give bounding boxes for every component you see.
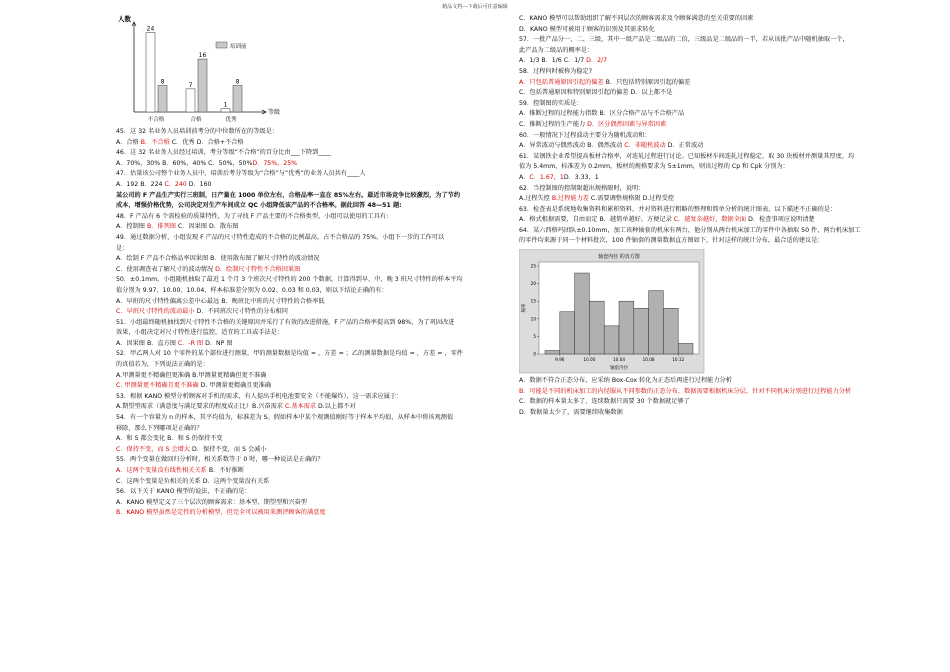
question-line <box>116 265 501 276</box>
histogram-bar <box>604 326 619 354</box>
histogram-chart <box>519 249 904 374</box>
text-segment: B．KANO 模型虽然是定性的分析模型，但完全可以被用来测评顾客的满意度 <box>116 509 326 517</box>
text-segment: D．160 <box>186 180 212 188</box>
question-line <box>519 78 904 89</box>
question-line <box>116 349 501 360</box>
histogram-bar <box>678 344 693 355</box>
text-segment: D．区分偶然因素与异常因素 <box>587 120 667 128</box>
y-tick-label: 0 <box>533 351 536 357</box>
x-tick-label: 9.96 <box>555 357 565 363</box>
category-label: 优秀 <box>225 117 237 123</box>
question-line <box>116 402 501 413</box>
question-line <box>116 191 501 202</box>
bar-value-label: 7 <box>188 81 193 89</box>
histogram-bar <box>663 308 678 354</box>
text-segment: D.以上都不对 <box>316 403 356 411</box>
question-line <box>519 109 904 120</box>
question-line <box>116 275 501 286</box>
text-segment: C．包括普通原因和特别原因引起的偏差 D．以上都不是 <box>519 89 673 97</box>
histogram-bar <box>575 273 590 354</box>
question-line <box>116 392 501 403</box>
question-line <box>519 205 904 216</box>
x-tick-label: 10.00 <box>583 357 596 363</box>
text-segment: D. 甲测量更精确且更准确 <box>198 382 272 390</box>
right-column <box>519 14 904 418</box>
text-segment: C．越复杂越好，数据全面 <box>673 216 747 224</box>
text-segment: A．70%，30% B．60%，40% C．50%，50% <box>116 159 253 167</box>
text-segment: C．数据的样本量太多了，连续数据只需要 30 个数据就足够了 <box>519 398 690 406</box>
text-segment: 55．两个变量在做回归分析时，相关系数等于 0 时，哪一种说法是正确的？ <box>116 456 324 464</box>
text-segment: B．排列图 <box>146 223 176 231</box>
question-line <box>519 226 904 237</box>
question-line <box>116 201 501 212</box>
histogram-title: 轴套内径 的直方图 <box>598 254 640 261</box>
text-segment: 值为 5.4mm，标准差为 0.2mm，板材的规格要求为 5±1mm，则该过程的 Cp 和 Cpk 分别为： <box>519 163 789 171</box>
bar-value-label: 1 <box>223 101 228 109</box>
text-segment: 某公司的 F 产品生产实行三班制，日产量在 1000 单位左右，合格品率一直在 85%左右。最近市场竞争比较激烈，为了节约 <box>116 191 461 199</box>
text-segment: A． <box>519 173 530 181</box>
text-segment: D．2/7 <box>586 57 608 65</box>
text-segment: D．3.33，1 <box>563 173 599 181</box>
text-segment: 是： <box>116 244 129 252</box>
question-line <box>116 138 501 149</box>
text-segment: C．KANO 模型可以帮助组织了解不同层次的顾客需求及令顾客满意的至关重要的因素 <box>519 15 754 22</box>
text-segment: 57．一批产品分一、二、三级，其中一级产品是二级品的二倍，三级品是二级品的一半，若从该批产品中随机抽取一个， <box>519 36 849 44</box>
text-segment: 62．当控制图的控制限超出规格限时，说明： <box>519 184 645 192</box>
text-segment: 47．估量该公司整个业务人员中，培训后考分等级为“合格”与“优秀”的业务人员共有____人 <box>116 170 366 178</box>
question-line <box>116 159 501 170</box>
text-segment: C.基本需求 <box>284 403 317 411</box>
text-segment: 的零件均来源于同一个材料批次，100 件轴套的测量数据直方图如下，针对这样的统计分布，最合适的建议是： <box>519 237 824 245</box>
left-questions <box>116 127 501 519</box>
x-tick-label: 10.04 <box>613 357 625 363</box>
histogram-bar <box>619 301 634 354</box>
text-segment: C．推断过程的生产能力 <box>519 120 588 128</box>
text-segment: 此产品为二级品的概率是： <box>519 46 594 54</box>
question-line <box>519 120 904 131</box>
bar-value-label: 16 <box>198 52 207 60</box>
text-segment: D．保持不变，而 S 会减小 <box>190 445 267 453</box>
question-line <box>519 236 904 247</box>
histogram-bar <box>649 291 664 354</box>
y-tick-label: 5 <box>533 333 536 339</box>
text-segment: D．NP 图 <box>203 339 233 347</box>
text-segment: C．240 <box>164 180 187 188</box>
question-line <box>116 413 501 424</box>
histogram-bar <box>545 351 560 355</box>
text-segment: 51．小组最终随机抽找到尺寸特性不合格的关键原因并采行了有效的改进措施，F 产品的合格率提高到 98%，为了巩固改进 <box>116 318 455 326</box>
text-segment: 63．检查表是系统地收集资料和累积资料，并对资料进行粗略的整理和简单分析的统计图表，以下描述不正确的是： <box>519 205 837 213</box>
text-segment: A．KANO 模型定义了三个层次的顾客需求：基本型、期望型和兴奋型 <box>116 498 307 506</box>
legend-label: 培训前 <box>230 44 247 50</box>
x-axis-label: 轴套内径 <box>610 366 628 372</box>
text-segment: 58．过程何时被称为稳定? <box>519 67 593 75</box>
histogram-bar <box>589 301 604 354</box>
text-segment: A．1/3 B．1/6 C．1/7 <box>519 57 587 65</box>
question-line <box>519 408 904 419</box>
question-line <box>116 498 501 509</box>
question-line <box>116 212 501 223</box>
question-line <box>116 307 501 318</box>
question-line <box>519 67 904 78</box>
text-segment: 53．根据 KANO 模型分析顾客对手机的需求，有人提出手机电池要安全（不能爆炸），这一需求应属于： <box>116 392 403 400</box>
question-line <box>116 487 501 498</box>
left-column <box>116 14 501 519</box>
text-segment: 45．这 32 名业务人员培训前考分的中位数所在的等级是： <box>116 128 278 135</box>
question-line <box>519 152 904 163</box>
text-segment: A．数据不符合正态分布，应采纳 Box-Cox 转化为正态后再进行过程能力分析 <box>519 377 732 385</box>
question-line <box>116 434 501 445</box>
bar-0-2 <box>221 109 230 112</box>
text-segment: 60．一般情况下过程波动主要分为随机波动和： <box>519 131 651 139</box>
question-line <box>519 35 904 46</box>
text-segment: D．检查事项应说明清楚 <box>746 216 815 224</box>
text-segment: A.期望型需求（满意度与满足要求的程度成正比）B.兴奋需求 <box>116 403 285 411</box>
question-line <box>519 46 904 57</box>
right-questions-top <box>519 14 904 247</box>
bar-value-label: 8 <box>160 78 165 86</box>
category-label: 不合格 <box>147 117 165 123</box>
text-segment: D．绘制尺寸特性不合格因果图 <box>215 265 301 273</box>
text-segment: B．不合格 <box>140 138 170 146</box>
text-segment: 56．以下关于 KANO 模型的说法，不正确的是： <box>116 488 251 496</box>
question-line <box>519 99 904 110</box>
question-line <box>519 194 904 205</box>
text-segment: B．可能是不同的机床加工的内径服从不同参数的正态分布，数据需要根据机床分层，针对不同机床分别进行过程能力分析 <box>519 387 852 395</box>
bar-1-0 <box>158 86 167 112</box>
text-segment: A．绘制 F 产品不合格品率因果图 B．使用散布图了解尺寸特性的波动情况 <box>116 255 320 263</box>
question-line <box>519 397 904 408</box>
text-segment: C．因果图 D．散布图 <box>175 223 239 231</box>
text-segment: A．合格 <box>116 138 141 146</box>
question-line <box>519 88 904 99</box>
text-segment: D．75%，25% <box>252 159 298 167</box>
question-line <box>116 180 501 191</box>
question-line <box>519 25 904 36</box>
right-questions-bottom <box>519 376 904 418</box>
question-line <box>519 215 904 226</box>
bar-0-0 <box>146 33 155 112</box>
y-tick-label: 25 <box>530 263 536 269</box>
text-segment: D．正常波动 <box>665 142 704 150</box>
text-segment: 成本，增强价格优势，公司决定对生产车间成立 QC 小组降低该产品的不合格率。据此回答 48—51 题: <box>116 202 402 210</box>
question-line <box>519 376 904 387</box>
y-tick-label: 20 <box>530 281 536 287</box>
text-segment: 移除，那么下列哪项是正确的？ <box>116 424 203 432</box>
text-segment: C．使用调查表了解尺寸的波动情况 <box>116 265 216 273</box>
question-line <box>116 455 501 466</box>
text-segment: A．只包括普通原因引起的偏差 <box>519 78 604 86</box>
text-segment: C．非随机波动 <box>624 142 666 150</box>
legend-swatch <box>216 42 227 48</box>
question-line <box>116 127 501 138</box>
text-segment: 50．±0.1mm，小组随机抽取了最近 1 个月 3 个班次尺寸特性的 200 个数据，计算得到早、中、晚 3 班尺寸特性的样本平均 <box>116 276 463 284</box>
question-line <box>116 466 501 477</box>
text-segment: A．异常波动与偶然波动 B．偶然波动 <box>519 142 625 150</box>
question-line <box>519 14 904 25</box>
text-segment: D．数据量太少了，需要继续收集数据 <box>519 408 623 416</box>
question-line <box>116 371 501 382</box>
text-segment: C．优秀 D．合格+不合格 <box>169 138 244 146</box>
y-tick-label: 15 <box>530 298 536 304</box>
question-line <box>519 387 904 398</box>
text-segment: 效果，小组决定对尺寸特性进行监控，适宜的工具或手法是： <box>116 329 284 337</box>
text-segment: 值分别为 9.97、10.00、10.04，样本标准差分别为 0.02、0.03 和 0.03，则以下结论正确的有： <box>116 286 388 294</box>
text-segment: A．控制图 <box>116 223 147 231</box>
text-segment: 54．有一个容量为 n 的样本，其平均值为，标准差为 S。假如样本中某个观测值刚好等于样本平均值，从样本中将该观测值 <box>116 414 454 422</box>
bar-chart-svg <box>116 14 501 127</box>
histogram-svg <box>519 249 904 374</box>
question-line <box>519 184 904 195</box>
bar-0-1 <box>186 89 195 112</box>
text-segment: A．格式根据需要，自由而定 B．越简单越好，方便记录 <box>519 216 674 224</box>
question-line <box>519 56 904 67</box>
x-axis-label: 等级 <box>268 109 281 116</box>
bar-1-2 <box>233 86 242 112</box>
question-line <box>116 424 501 435</box>
text-segment: C．这两个变量是负相关的关系 D．这两个变量没有关系 <box>116 477 270 485</box>
question-line <box>116 169 501 180</box>
text-segment: 61．某钢铁企业希望提高板材合格率，对连轧过程进行讨论。已知板材车间连轧过程稳定，取 30 块板材并测量其厚度，均 <box>519 152 855 160</box>
text-segment: 59．控制图的实质是： <box>519 99 583 107</box>
histogram-bar <box>634 308 649 354</box>
text-segment: D．不同班次尺寸特性的分布相同 <box>194 308 288 316</box>
bar-1-1 <box>198 59 207 112</box>
page-header: 精品文档---下载后可任意编辑 <box>442 4 508 10</box>
text-segment: A．早班的尺寸特性偏离公差中心最远 B．晚班比中班的尺寸特性的合格率低 <box>116 297 325 305</box>
text-segment: A.甲测量更不精确但更准确 B.甲测量更精确但更不准确 <box>116 371 267 379</box>
question-line <box>519 131 904 142</box>
text-segment: C.需要调整规格限 D.过程受控 <box>588 195 674 203</box>
question-line <box>116 318 501 329</box>
y-axis-label: 人数 <box>118 15 131 23</box>
text-segment: 的真值若为，下列说法正确的是： <box>116 361 209 369</box>
histogram-bar <box>560 312 575 354</box>
text-segment: A．这两个变量没有线性相关关系 <box>116 467 207 474</box>
text-segment: B.过程能力差 <box>551 195 589 203</box>
question-line <box>116 148 501 159</box>
x-tick-label: 10.12 <box>672 357 685 363</box>
question-line <box>116 233 501 244</box>
text-segment: D．KANO 模型可被用于顾客的识别及其需求转化 <box>519 25 655 33</box>
question-line <box>116 286 501 297</box>
text-segment: C．保持不变，而 S 会增大 <box>116 445 191 453</box>
y-axis-label: 频率 <box>522 303 527 313</box>
x-tick-label: 10.08 <box>642 357 655 363</box>
training-bar-chart <box>116 14 501 127</box>
question-line <box>116 360 501 371</box>
text-segment: C．-R 图 <box>177 339 204 347</box>
bar-value-label: 8 <box>235 78 240 86</box>
question-line <box>116 297 501 308</box>
question-line <box>116 508 501 519</box>
question-line <box>116 339 501 350</box>
text-segment: A．和 S 都会变化 B．和 S 仍保持不变 <box>116 435 223 443</box>
y-tick-label: 10 <box>530 316 536 322</box>
question-line <box>519 173 904 184</box>
text-segment: A．因果图 B．直方图 <box>116 339 178 347</box>
text-segment: B．只包括特别原因引起的偏差 <box>603 78 691 86</box>
question-line <box>116 381 501 392</box>
question-line <box>116 254 501 265</box>
question-line <box>116 328 501 339</box>
question-line <box>116 222 501 233</box>
text-segment: A.过程失控 <box>519 195 552 203</box>
question-line <box>116 244 501 255</box>
text-segment: 46．这 32 名业务人员经过培训，考分等级“不合格”的百分比由___下降到____ <box>116 149 331 157</box>
question-line <box>116 445 501 456</box>
text-segment: C．早班尺寸特性的波动最小 <box>116 308 195 316</box>
text-segment: A．192 B．224 <box>116 180 165 188</box>
bar-value-label: 24 <box>146 25 155 33</box>
question-line <box>519 162 904 173</box>
question-line <box>116 477 501 488</box>
text-segment: A．推断过程的过程能力指数 B．区分合格产品与不合格产品 <box>519 110 685 118</box>
text-segment: 49．通过数据分析，小组发现 F 产品的尺寸特性造成的不合格的比例最高，占不合格品的 75%。小组下一步的工作可以 <box>116 233 445 241</box>
text-segment: C．1.67，1 <box>529 173 564 181</box>
question-line <box>519 141 904 152</box>
text-segment: 64．某六西格玛团队±0.10mm，加工该种轴套的机床有两台，他分别从两台机床加工的零件中各抽取 50 件，两台机床加工 <box>519 226 861 234</box>
text-segment: 48．F 产品有 6 个需检验的质量特性，为了寻找 F 产品主要的不合格类型，小组可以使用的工具有: <box>116 212 389 220</box>
category-label: 合格 <box>190 117 202 123</box>
text-segment: B．不好推断 <box>206 467 245 474</box>
text-segment: C. 甲测量更不精确且更不准确 <box>116 382 199 390</box>
text-segment: 52．甲乙两人对 10 个零件的某个部位进行测量，甲的测量数据是均值 = ，方差 = ；乙的测量数据是均值 = ，方差 = ，零件 <box>116 350 463 358</box>
